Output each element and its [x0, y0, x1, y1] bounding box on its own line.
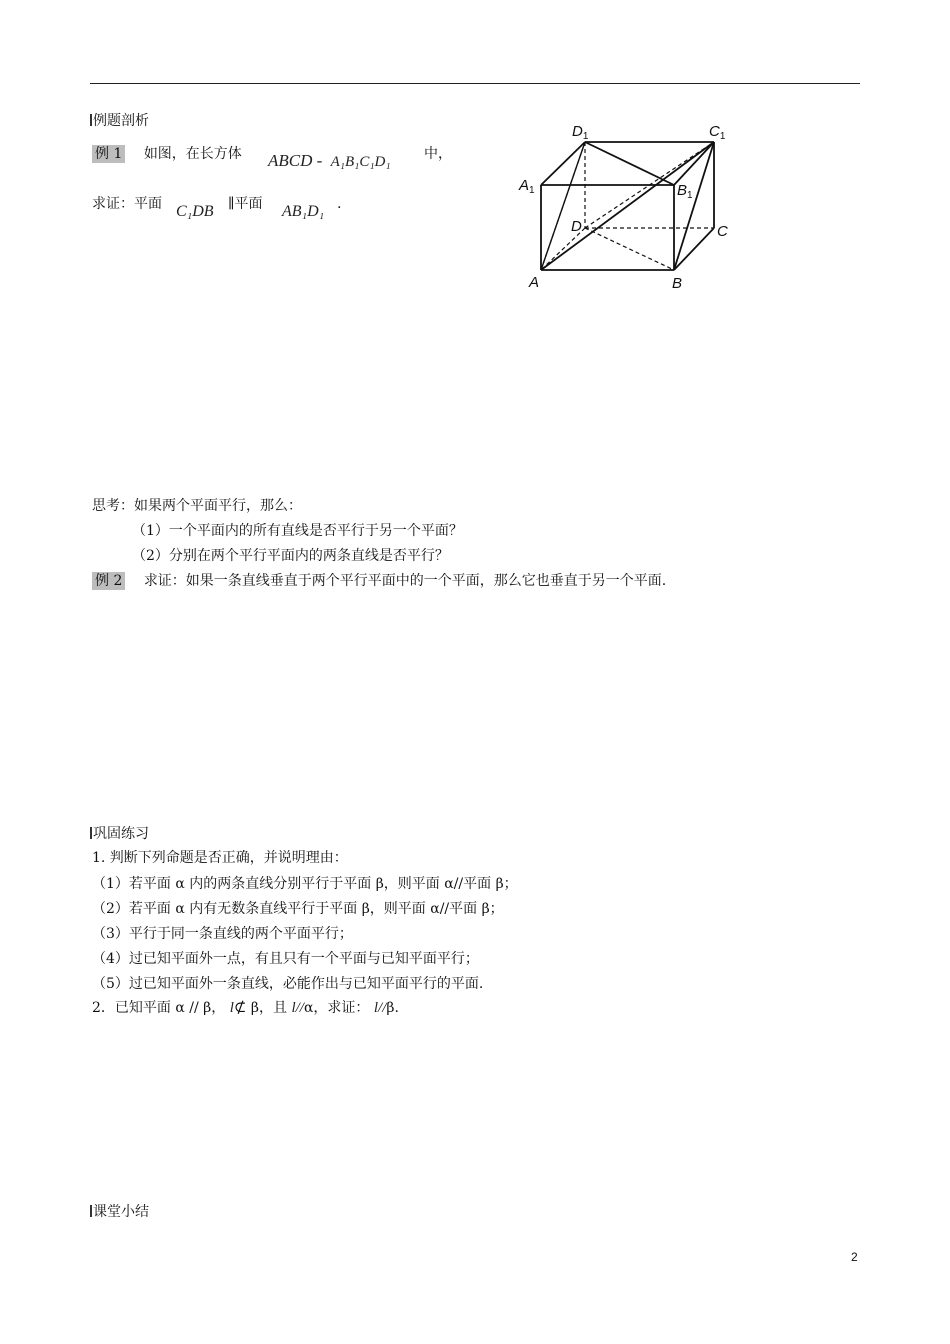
diagonal-d1b1 [585, 142, 674, 185]
page-number: 2 [851, 1250, 858, 1264]
section-title-practice: 巩固练习 [90, 823, 149, 843]
example2-tag: 例 2 [92, 572, 125, 590]
practice-item: （4）过已知平面外一点，有且只有一个平面与已知平面平行； [92, 951, 479, 967]
cuboid-figure [510, 118, 740, 293]
label-a: A [529, 274, 540, 291]
label-b: B [672, 275, 683, 292]
think-lead: 思考：如果两个平面平行，那么： [92, 498, 302, 514]
example1-prove-prefix: 求证：平面 [92, 196, 162, 212]
section-title-examples: 例题剖析 [90, 110, 149, 130]
practice-1-lead: 1. 判断下列命题是否正确，并说明理由： [92, 850, 348, 866]
example2-statement: 例 2 求证：如果一条直线垂直于两个平行平面中的一个平面，那么它也垂直于另一个平面. [92, 570, 666, 590]
edge-d1a1 [541, 142, 585, 185]
example1-zhong: 中， [424, 146, 452, 162]
label-c: C [717, 223, 728, 240]
section-marker [90, 827, 92, 839]
box-name: ABCD - A₁B₁C₁D₁ [268, 151, 391, 170]
example1-tag: 例 1 [92, 145, 125, 163]
plane-ab1d1: AB₁D₁ [282, 203, 325, 220]
label-a1: $A_1$ [519, 177, 535, 196]
practice-item: （1）若平面 α 内的两条直线分别平行于平面 β，则平面 α//平面 β； [92, 876, 518, 892]
section-title-summary: 课堂小结 [90, 1201, 149, 1221]
hidden-diagonal-db [585, 228, 674, 270]
diagonal-bc1 [674, 142, 714, 270]
section-marker [90, 1205, 92, 1217]
label-c1: $C_1$ [709, 123, 726, 142]
label-d: D [571, 218, 582, 235]
label-d1: $D_1$ [572, 123, 589, 142]
label-b1: $B_1$ [677, 182, 693, 201]
practice-item: （5）过已知平面外一条直线，必能作出与已知平面平行的平面. [92, 976, 484, 992]
think-q2: （2）分别在两个平行平面内的两条直线是否平行？ [132, 548, 449, 564]
prove-period: . [337, 196, 342, 212]
practice-2: 2．已知平面 α // β， l⊄ β，且 l//α，求证： l//β. [92, 998, 399, 1016]
example1-statement: 例 1 如图，在长方体 [92, 143, 242, 163]
diagonal-ac1 [541, 142, 714, 270]
parallel-word: ∥平面 [228, 196, 263, 212]
header-rule [90, 83, 860, 84]
practice-item: （3）平行于同一条直线的两个平面平行； [92, 926, 353, 942]
practice-item: （2）若平面 α 内有无数条直线平行于平面 β，则平面 α//平面 β； [92, 901, 504, 917]
think-q1: （1）一个平面内的所有直线是否平行于另一个平面？ [132, 523, 463, 539]
plane-c1db: C₁DB [176, 203, 214, 220]
section-marker [90, 114, 92, 126]
